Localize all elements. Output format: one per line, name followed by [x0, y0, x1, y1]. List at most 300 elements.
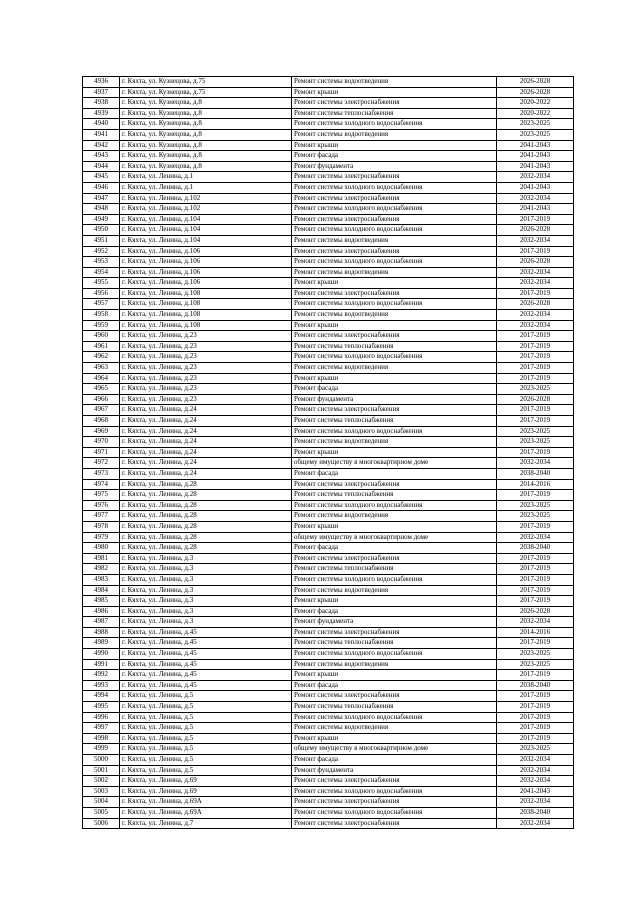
work-type-cell: Ремонт системы холодного водоснабжения [292, 257, 497, 268]
row-number: 4979 [83, 532, 120, 543]
row-number: 4973 [83, 468, 120, 479]
work-type-cell: Ремонт системы холодного водоснабжения [292, 119, 497, 130]
work-type-cell: Ремонт системы электроснабжения [292, 553, 497, 564]
row-number: 4955 [83, 278, 120, 289]
table-row [83, 596, 574, 607]
row-number: 4941 [83, 129, 120, 140]
address-cell: г. Кяхта, ул. Ленина, д.69 [120, 776, 292, 787]
address-cell: г. Кяхта, ул. Ленина, д.24 [120, 405, 292, 416]
work-type-cell: Ремонт системы электроснабжения [292, 479, 497, 490]
table-row [83, 299, 574, 310]
period-cell: 2041-2043 [497, 786, 574, 797]
table-row [83, 553, 574, 564]
table-row [83, 776, 574, 787]
work-type-cell: Ремонт крыши [292, 521, 497, 532]
work-type-cell: Ремонт системы водоотведения [292, 363, 497, 374]
table-row [83, 765, 574, 776]
table-body [83, 77, 574, 829]
address-cell: г. Кяхта, ул. Ленина, д.69А [120, 797, 292, 808]
address-cell: г. Кяхта, ул. Кузнецова, д.75 [120, 77, 292, 88]
work-type-cell: Ремонт системы водоотведения [292, 310, 497, 321]
period-cell: 2032-2034 [497, 193, 574, 204]
address-cell: г. Кяхта, ул. Ленина, д.102 [120, 204, 292, 215]
address-cell: г. Кяхта, ул. Ленина, д.3 [120, 564, 292, 575]
address-cell: г. Кяхта, ул. Ленина, д.3 [120, 585, 292, 596]
row-number: 4984 [83, 585, 120, 596]
period-cell: 2038-2040 [497, 807, 574, 818]
work-type-cell: Ремонт системы электроснабжения [292, 246, 497, 257]
table-row [83, 447, 574, 458]
period-cell: 2017-2019 [497, 521, 574, 532]
table-row [83, 733, 574, 744]
address-cell: г. Кяхта, ул. Ленина, д.106 [120, 267, 292, 278]
row-number: 4995 [83, 702, 120, 713]
period-cell: 2014-2016 [497, 479, 574, 490]
row-number: 4992 [83, 670, 120, 681]
table-row [83, 341, 574, 352]
row-number: 4942 [83, 140, 120, 151]
work-type-cell: Ремонт фасада [292, 384, 497, 395]
table-row [83, 246, 574, 257]
table-row [83, 151, 574, 162]
work-type-cell: Ремонт системы теплоснабжения [292, 108, 497, 119]
work-type-cell: Ремонт системы холодного водоснабжения [292, 426, 497, 437]
table-row [83, 744, 574, 755]
address-cell: г. Кяхта, ул. Ленина, д.23 [120, 373, 292, 384]
work-type-cell: Ремонт крыши [292, 373, 497, 384]
work-type-cell: Ремонт системы холодного водоснабжения [292, 352, 497, 363]
row-number: 4966 [83, 394, 120, 405]
work-type-cell: Ремонт системы теплоснабжения [292, 638, 497, 649]
table-row [83, 691, 574, 702]
work-type-cell: Ремонт фасада [292, 606, 497, 617]
table-row [83, 288, 574, 299]
table-row [83, 585, 574, 596]
address-cell: г. Кяхта, ул. Ленина, д.5 [120, 723, 292, 734]
period-cell: 2038-2040 [497, 543, 574, 554]
period-cell: 2023-2025 [497, 659, 574, 670]
table-row [83, 214, 574, 225]
period-cell: 2032-2034 [497, 458, 574, 469]
period-cell: 2026-2028 [497, 225, 574, 236]
row-number: 4968 [83, 416, 120, 427]
address-cell: г. Кяхта, ул. Кузнецова, д.8 [120, 119, 292, 130]
table-row [83, 161, 574, 172]
table-row [83, 405, 574, 416]
repair-schedule-table [82, 76, 574, 829]
row-number: 4961 [83, 341, 120, 352]
period-cell: 2026-2028 [497, 394, 574, 405]
address-cell: г. Кяхта, ул. Кузнецова, д.8 [120, 98, 292, 109]
row-number: 5003 [83, 786, 120, 797]
address-cell: г. Кяхта, ул. Ленина, д.23 [120, 331, 292, 342]
period-cell: 2023-2025 [497, 649, 574, 660]
table-row [83, 786, 574, 797]
table-row [83, 225, 574, 236]
row-number: 5001 [83, 765, 120, 776]
address-cell: г. Кяхта, ул. Ленина, д.106 [120, 246, 292, 257]
row-number: 4971 [83, 447, 120, 458]
row-number: 4947 [83, 193, 120, 204]
row-number: 4997 [83, 723, 120, 734]
address-cell: г. Кяхта, ул. Ленина, д.24 [120, 447, 292, 458]
row-number: 4965 [83, 384, 120, 395]
row-number: 4953 [83, 257, 120, 268]
period-cell: 2023-2025 [497, 437, 574, 448]
period-cell: 2032-2034 [497, 235, 574, 246]
address-cell: г. Кяхта, ул. Кузнецова, д.8 [120, 129, 292, 140]
work-type-cell: Ремонт системы электроснабжения [292, 776, 497, 787]
table-row [83, 172, 574, 183]
table-row [83, 702, 574, 713]
table-row [83, 500, 574, 511]
period-cell: 2041-2043 [497, 161, 574, 172]
address-cell: г. Кяхта, ул. Ленина, д.104 [120, 214, 292, 225]
work-type-cell: общему имуществу в многоквартирном доме [292, 744, 497, 755]
row-number: 5005 [83, 807, 120, 818]
work-type-cell: Ремонт системы электроснабжения [292, 331, 497, 342]
table-row [83, 755, 574, 766]
period-cell: 2017-2019 [497, 373, 574, 384]
period-cell: 2017-2019 [497, 553, 574, 564]
row-number: 4986 [83, 606, 120, 617]
address-cell: г. Кяхта, ул. Ленина, д.5 [120, 702, 292, 713]
period-cell: 2017-2019 [497, 702, 574, 713]
row-number: 5004 [83, 797, 120, 808]
period-cell: 2032-2034 [497, 765, 574, 776]
work-type-cell: Ремонт крыши [292, 320, 497, 331]
table-row [83, 267, 574, 278]
period-cell: 2032-2034 [497, 278, 574, 289]
address-cell: г. Кяхта, ул. Ленина, д.3 [120, 596, 292, 607]
address-cell: г. Кяхта, ул. Ленина, д.45 [120, 659, 292, 670]
work-type-cell: Ремонт крыши [292, 87, 497, 98]
address-cell: г. Кяхта, ул. Ленина, д.108 [120, 299, 292, 310]
period-cell: 2026-2028 [497, 606, 574, 617]
period-cell: 2023-2025 [497, 384, 574, 395]
work-type-cell: Ремонт крыши [292, 447, 497, 458]
table-row [83, 564, 574, 575]
period-cell: 2032-2034 [497, 320, 574, 331]
table-row [83, 193, 574, 204]
row-number: 4956 [83, 288, 120, 299]
table-row [83, 797, 574, 808]
work-type-cell: Ремонт фасада [292, 151, 497, 162]
address-cell: г. Кяхта, ул. Ленина, д.108 [120, 310, 292, 321]
row-number: 4976 [83, 500, 120, 511]
table-row [83, 394, 574, 405]
table-row [83, 511, 574, 522]
table-row [83, 310, 574, 321]
table-row [83, 416, 574, 427]
table-row [83, 468, 574, 479]
address-cell: г. Кяхта, ул. Ленина, д.24 [120, 416, 292, 427]
row-number: 4969 [83, 426, 120, 437]
address-cell: г. Кяхта, ул. Ленина, д.28 [120, 543, 292, 554]
row-number: 4988 [83, 627, 120, 638]
row-number: 4962 [83, 352, 120, 363]
row-number: 4977 [83, 511, 120, 522]
row-number: 4980 [83, 543, 120, 554]
table-row [83, 320, 574, 331]
work-type-cell: Ремонт системы водоотведения [292, 267, 497, 278]
address-cell: г. Кяхта, ул. Ленина, д.23 [120, 384, 292, 395]
row-number: 4939 [83, 108, 120, 119]
table-row [83, 437, 574, 448]
row-number: 4991 [83, 659, 120, 670]
address-cell: г. Кяхта, ул. Ленина, д.5 [120, 712, 292, 723]
address-cell: г. Кяхта, ул. Кузнецова, д.8 [120, 151, 292, 162]
address-cell: г. Кяхта, ул. Ленина, д.1 [120, 182, 292, 193]
address-cell: г. Кяхта, ул. Ленина, д.24 [120, 468, 292, 479]
period-cell: 2041-2043 [497, 182, 574, 193]
period-cell: 2017-2019 [497, 585, 574, 596]
row-number: 4981 [83, 553, 120, 564]
work-type-cell: Ремонт системы теплоснабжения [292, 416, 497, 427]
address-cell: г. Кяхта, ул. Ленина, д.23 [120, 341, 292, 352]
address-cell: г. Кяхта, ул. Кузнецова, д.8 [120, 140, 292, 151]
work-type-cell: Ремонт крыши [292, 733, 497, 744]
period-cell: 2041-2043 [497, 204, 574, 215]
period-cell: 2017-2019 [497, 214, 574, 225]
row-number: 4938 [83, 98, 120, 109]
work-type-cell: Ремонт системы водоотведения [292, 585, 497, 596]
period-cell: 2017-2019 [497, 331, 574, 342]
address-cell: г. Кяхта, ул. Ленина, д.28 [120, 511, 292, 522]
period-cell: 2017-2019 [497, 574, 574, 585]
address-cell: г. Кяхта, ул. Ленина, д.24 [120, 437, 292, 448]
address-cell: г. Кяхта, ул. Ленина, д.24 [120, 426, 292, 437]
work-type-cell: Ремонт фасада [292, 543, 497, 554]
work-type-cell: Ремонт системы электроснабжения [292, 172, 497, 183]
period-cell: 2017-2019 [497, 341, 574, 352]
period-cell: 2017-2019 [497, 416, 574, 427]
row-number: 4978 [83, 521, 120, 532]
table-row [83, 670, 574, 681]
row-number: 4946 [83, 182, 120, 193]
row-number: 4975 [83, 490, 120, 501]
address-cell: г. Кяхта, ул. Ленина, д.28 [120, 479, 292, 490]
row-number: 5002 [83, 776, 120, 787]
period-cell: 2017-2019 [497, 564, 574, 575]
address-cell: г. Кяхта, ул. Ленина, д.45 [120, 649, 292, 660]
address-cell: г. Кяхта, ул. Ленина, д.28 [120, 500, 292, 511]
period-cell: 2032-2034 [497, 310, 574, 321]
work-type-cell: Ремонт системы электроснабжения [292, 797, 497, 808]
work-type-cell: Ремонт системы электроснабжения [292, 627, 497, 638]
period-cell: 2032-2034 [497, 172, 574, 183]
work-type-cell: Ремонт крыши [292, 670, 497, 681]
row-number: 4945 [83, 172, 120, 183]
table-row [83, 617, 574, 628]
period-cell: 2032-2034 [497, 532, 574, 543]
address-cell: г. Кяхта, ул. Ленина, д.23 [120, 352, 292, 363]
table-row [83, 426, 574, 437]
address-cell: г. Кяхта, ул. Ленина, д.5 [120, 744, 292, 755]
work-type-cell: Ремонт системы теплоснабжения [292, 564, 497, 575]
row-number: 5000 [83, 755, 120, 766]
row-number: 4943 [83, 151, 120, 162]
period-cell: 2023-2025 [497, 119, 574, 130]
row-number: 4952 [83, 246, 120, 257]
address-cell: г. Кяхта, ул. Ленина, д.69 [120, 786, 292, 797]
row-number: 4987 [83, 617, 120, 628]
period-cell: 2026-2028 [497, 299, 574, 310]
period-cell: 2017-2019 [497, 723, 574, 734]
address-cell: г. Кяхта, ул. Ленина, д.104 [120, 235, 292, 246]
row-number: 4967 [83, 405, 120, 416]
work-type-cell: Ремонт системы водоотведения [292, 723, 497, 734]
table-row [83, 352, 574, 363]
address-cell: г. Кяхта, ул. Ленина, д.45 [120, 638, 292, 649]
table-row [83, 384, 574, 395]
table-row [83, 87, 574, 98]
work-type-cell: Ремонт системы теплоснабжения [292, 702, 497, 713]
table-row [83, 680, 574, 691]
period-cell: 2032-2034 [497, 755, 574, 766]
row-number: 4982 [83, 564, 120, 575]
work-type-cell: Ремонт системы холодного водоснабжения [292, 786, 497, 797]
period-cell: 2032-2034 [497, 797, 574, 808]
period-cell: 2032-2034 [497, 818, 574, 829]
address-cell: г. Кяхта, ул. Кузнецова, д.8 [120, 108, 292, 119]
row-number: 4936 [83, 77, 120, 88]
row-number: 4949 [83, 214, 120, 225]
period-cell: 2026-2028 [497, 77, 574, 88]
row-number: 4959 [83, 320, 120, 331]
period-cell: 2023-2025 [497, 511, 574, 522]
work-type-cell: Ремонт системы водоотведения [292, 659, 497, 670]
period-cell: 2017-2019 [497, 712, 574, 723]
row-number: 4940 [83, 119, 120, 130]
table-row [83, 373, 574, 384]
row-number: 4998 [83, 733, 120, 744]
work-type-cell: Ремонт фундамента [292, 161, 497, 172]
table-row [83, 119, 574, 130]
row-number: 4972 [83, 458, 120, 469]
row-number: 4989 [83, 638, 120, 649]
work-type-cell: Ремонт системы холодного водоснабжения [292, 649, 497, 660]
table-row [83, 532, 574, 543]
period-cell: 2032-2034 [497, 617, 574, 628]
period-cell: 2017-2019 [497, 670, 574, 681]
work-type-cell: Ремонт фасада [292, 755, 497, 766]
work-type-cell: Ремонт системы электроснабжения [292, 214, 497, 225]
period-cell: 2017-2019 [497, 447, 574, 458]
table-row [83, 574, 574, 585]
work-type-cell: Ремонт системы холодного водоснабжения [292, 225, 497, 236]
work-type-cell: Ремонт системы водоотведения [292, 77, 497, 88]
period-cell: 2032-2034 [497, 776, 574, 787]
work-type-cell: Ремонт фасада [292, 468, 497, 479]
row-number: 4958 [83, 310, 120, 321]
address-cell: г. Кяхта, ул. Ленина, д.28 [120, 521, 292, 532]
period-cell: 2017-2019 [497, 733, 574, 744]
address-cell: г. Кяхта, ул. Ленина, д.102 [120, 193, 292, 204]
table-row [83, 807, 574, 818]
period-cell: 2023-2025 [497, 500, 574, 511]
row-number: 4985 [83, 596, 120, 607]
row-number: 4944 [83, 161, 120, 172]
work-type-cell: Ремонт системы холодного водоснабжения [292, 500, 497, 511]
row-number: 4983 [83, 574, 120, 585]
period-cell: 2017-2019 [497, 638, 574, 649]
address-cell: г. Кяхта, ул. Ленина, д.5 [120, 733, 292, 744]
period-cell: 2023-2025 [497, 426, 574, 437]
work-type-cell: Ремонт фундамента [292, 765, 497, 776]
address-cell: г. Кяхта, ул. Кузнецова, д.8 [120, 161, 292, 172]
period-cell: 2017-2019 [497, 288, 574, 299]
period-cell: 2017-2019 [497, 490, 574, 501]
table-row [83, 649, 574, 660]
row-number: 4990 [83, 649, 120, 660]
row-number: 4937 [83, 87, 120, 98]
row-number: 4948 [83, 204, 120, 215]
table-row [83, 659, 574, 670]
table-row [83, 182, 574, 193]
period-cell: 2017-2019 [497, 405, 574, 416]
table-row [83, 818, 574, 829]
work-type-cell: Ремонт системы холодного водоснабжения [292, 574, 497, 585]
address-cell: г. Кяхта, ул. Ленина, д.5 [120, 691, 292, 702]
period-cell: 2026-2028 [497, 257, 574, 268]
work-type-cell: Ремонт фундамента [292, 617, 497, 628]
row-number: 4970 [83, 437, 120, 448]
work-type-cell: Ремонт крыши [292, 140, 497, 151]
address-cell: г. Кяхта, ул. Ленина, д.106 [120, 278, 292, 289]
table-row [83, 638, 574, 649]
address-cell: г. Кяхта, ул. Ленина, д.3 [120, 606, 292, 617]
work-type-cell: Ремонт системы электроснабжения [292, 818, 497, 829]
work-type-cell: Ремонт системы холодного водоснабжения [292, 204, 497, 215]
address-cell: г. Кяхта, ул. Ленина, д.5 [120, 755, 292, 766]
work-type-cell: Ремонт системы электроснабжения [292, 691, 497, 702]
address-cell: г. Кяхта, ул. Ленина, д.28 [120, 532, 292, 543]
table-row [83, 235, 574, 246]
row-number: 4964 [83, 373, 120, 384]
period-cell: 2023-2025 [497, 744, 574, 755]
address-cell: г. Кяхта, ул. Ленина, д.69А [120, 807, 292, 818]
work-type-cell: Ремонт системы водоотведения [292, 511, 497, 522]
table-row [83, 363, 574, 374]
address-cell: г. Кяхта, ул. Ленина, д.23 [120, 363, 292, 374]
table-row [83, 627, 574, 638]
address-cell: г. Кяхта, ул. Ленина, д.45 [120, 680, 292, 691]
work-type-cell: Ремонт системы холодного водоснабжения [292, 182, 497, 193]
work-type-cell: Ремонт системы водоотведения [292, 235, 497, 246]
address-cell: г. Кяхта, ул. Ленина, д.108 [120, 320, 292, 331]
work-type-cell: Ремонт крыши [292, 278, 497, 289]
row-number: 4999 [83, 744, 120, 755]
table-row [83, 543, 574, 554]
table-row [83, 140, 574, 151]
work-type-cell: Ремонт фасада [292, 680, 497, 691]
work-type-cell: Ремонт системы электроснабжения [292, 288, 497, 299]
document-page [82, 76, 573, 829]
period-cell: 2041-2043 [497, 140, 574, 151]
table-row [83, 723, 574, 734]
address-cell: г. Кяхта, ул. Ленина, д.23 [120, 394, 292, 405]
table-row [83, 490, 574, 501]
address-cell: г. Кяхта, ул. Ленина, д.45 [120, 670, 292, 681]
table-row [83, 257, 574, 268]
work-type-cell: Ремонт крыши [292, 596, 497, 607]
address-cell: г. Кяхта, ул. Кузнецова, д.75 [120, 87, 292, 98]
work-type-cell: Ремонт системы холодного водоснабжения [292, 299, 497, 310]
address-cell: г. Кяхта, ул. Ленина, д.106 [120, 257, 292, 268]
work-type-cell: Ремонт системы водоотведения [292, 129, 497, 140]
address-cell: г. Кяхта, ул. Ленина, д.7 [120, 818, 292, 829]
